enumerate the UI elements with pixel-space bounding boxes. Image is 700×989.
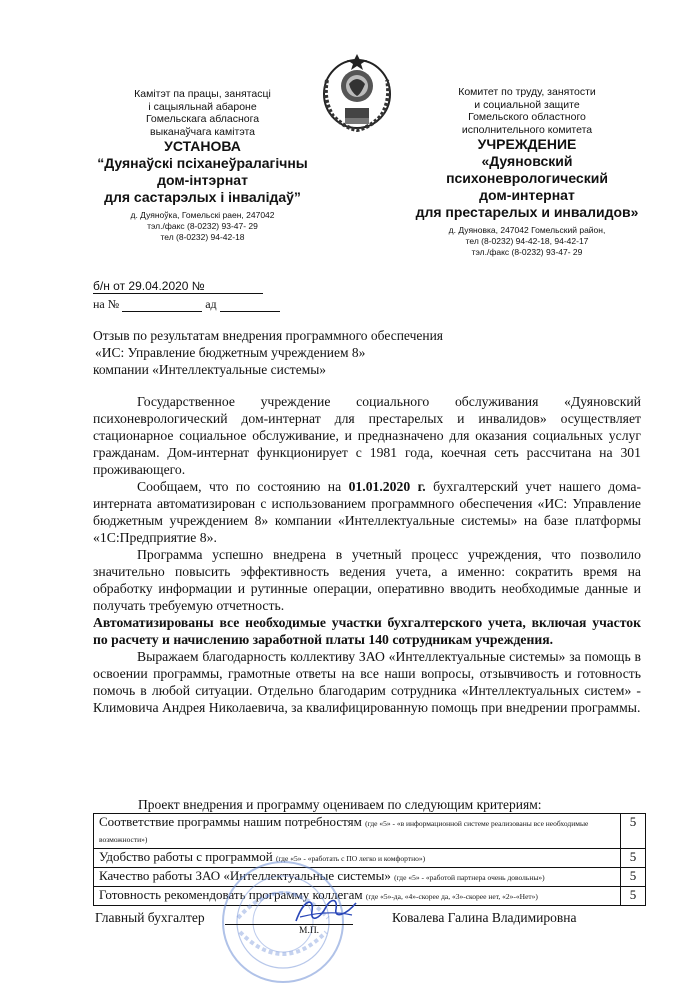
org-name-line: психоневрологический [446,170,608,186]
fax-line: тэл./факс (8-0232) 93-47- 29 [147,221,258,231]
paragraph-results: Программа успешно внедрена в учетный процесс учреждения, что позволило значительно повысить эффективность ведения учета, а именно: сократить время на обработку информации и рутинные операции, оперативно вводить необходимые данные и получать требуемую отчетность. [93,547,641,613]
incoming-date-prefix: ад [205,297,217,311]
ministry-line: Гомельскага абласнога [145,113,260,125]
incoming-number [93,297,280,312]
ministry-line: і сацыяльнай абароне [148,100,257,113]
org-type: УСТАНОВА [164,138,241,154]
criteria-note: (где «5» - «работой партнера очень довольны») [394,873,545,882]
ministry-line: исполнительного комитета [461,123,593,136]
incoming-number-prefix: на № [93,297,120,311]
paragraph-results-bold: Автоматизированы все необходимые участки бухгалтерского учета, включая участок по расчету и начислению заработной платы 140 сотрудникам учреждения. [93,615,641,647]
org-name-line: для састарэлых і інвалідаў” [104,189,301,205]
criteria-cell [94,849,621,868]
paragraph-intro: Государственное учреждение социального обслуживания «Дуяновский психоневрологический дом-интернат для престарелых и инвалидов» осуществляет стационарное социальное обслуживание, и предназначено для оказания социальных услуг гражданам. Дом-интернат функционирует с 1981 года, коечная сеть рассчитана на 301 проживающего. [93,394,641,477]
address-line: д. Дуяноўка, Гомельскі раен, 247042 [130,210,275,220]
signature-icon [290,893,362,929]
org-type: УЧРЕЖДЕНИЕ [477,136,577,152]
header-left [80,88,325,242]
ministry-line: Комитет по труду, занятости [458,86,596,98]
table-row [94,868,646,887]
signatory-name: Ковалева Галина Владимировна [392,910,577,925]
subject-line: «ИС: Управление бюджетным учреждением 8» [95,345,366,360]
subject-line: компании «Интеллектуальные системы» [93,362,327,377]
criteria-score: 5 [621,887,646,906]
state-emblem-icon [319,50,395,132]
ministry-line: выканаўчага камітэта [149,125,256,138]
signatory-position: Главный бухгалтер [95,910,205,925]
criteria-note: (где «5» - «в информационной системе реализованы все необходимые возможности») [99,819,589,844]
automation-date: 01.01.2020 г. [348,479,426,494]
incoming-number-blank [122,299,202,312]
table-row [94,887,646,906]
phone-line: тел (8-0232) 94-42-18 [160,231,245,242]
outgoing-number-text: б/н от 29.04.2020 № [93,279,205,293]
letter-subject [93,327,613,378]
org-name-line: “Дуянаўскі псіханеўралагічны [97,155,308,171]
stamp-place-label: М.П. [299,926,320,936]
number-blank [205,281,263,294]
criteria-label: Готовность рекомендовать программу коллегам [99,887,363,902]
criteria-label: Соответствие программы нашим потребностям [99,814,362,829]
paragraph-automation-end: бухгалтерский учет нашего дома-интерната автоматизирован с использованием программного обеспечения «ИС: Управление бюджетным учреждением 8» компании «Интеллектуальные системы» на базе платформы «1С:Предприятие 8». [93,479,641,545]
criteria-cell [94,814,621,849]
org-name-line: «Дуяновский [481,153,573,169]
incoming-date-blank [220,299,280,312]
header-right [396,86,658,257]
letter-body [93,393,641,716]
subject-line: Отзыв по результатам внедрения программного обеспечения [93,328,444,343]
criteria-label: Качество работы ЗАО «Интеллектуальные системы» [99,868,391,883]
fax-line: тэл./факс (8-0232) 93-47- 29 [471,246,583,257]
criteria-score: 5 [621,868,646,887]
paragraph-automation [93,478,641,546]
ministry-line: и социальной защите [474,98,580,111]
outgoing-number [93,279,263,294]
criteria-score: 5 [621,849,646,868]
criteria-table [93,813,646,906]
org-name-line: для престарелых и инвалидов» [415,204,639,220]
phone-line: тел (8-0232) 94-42-18, 94-42-17 [465,236,589,246]
org-name-line: дом-интернат [479,187,575,203]
table-row [94,814,646,849]
table-row [94,849,646,868]
criteria-note: (где «5» - «работать с ПО легко и комфортно») [275,854,426,863]
org-name-line: дом-інтэрнат [157,172,248,188]
criteria-label: Удобство работы с программой [99,849,273,864]
criteria-intro: Проект внедрения и программу оцениваем по следующим критериям: [138,797,542,812]
criteria-cell [94,868,621,887]
paragraph-automation-start: Сообщаем, что по состоянию на [137,479,349,494]
ministry-line: Камітэт па працы, занятасці [134,88,271,100]
paragraph-thanks: Выражаем благодарность коллективу ЗАО «Интеллектуальные системы» за помощь в освоении программы, грамотные ответы на все наши вопросы, отзывчивость и готовность помочь в любой ситуации. Отдельно благодарим сотрудника «Интеллектуальных систем» - Климовича Андрея Николаевича, за квалифицированную помощь при внедрении программы. [93,649,641,715]
address-line: д. Дуяновка, 247042 Гомельский район, [448,225,606,235]
ministry-line: Гомельского областного [468,111,586,123]
criteria-score: 5 [621,814,646,849]
criteria-note: (где «5»-да, «4»-скорее да, «3»-скорее нет, «2»-«Нет») [365,892,538,901]
